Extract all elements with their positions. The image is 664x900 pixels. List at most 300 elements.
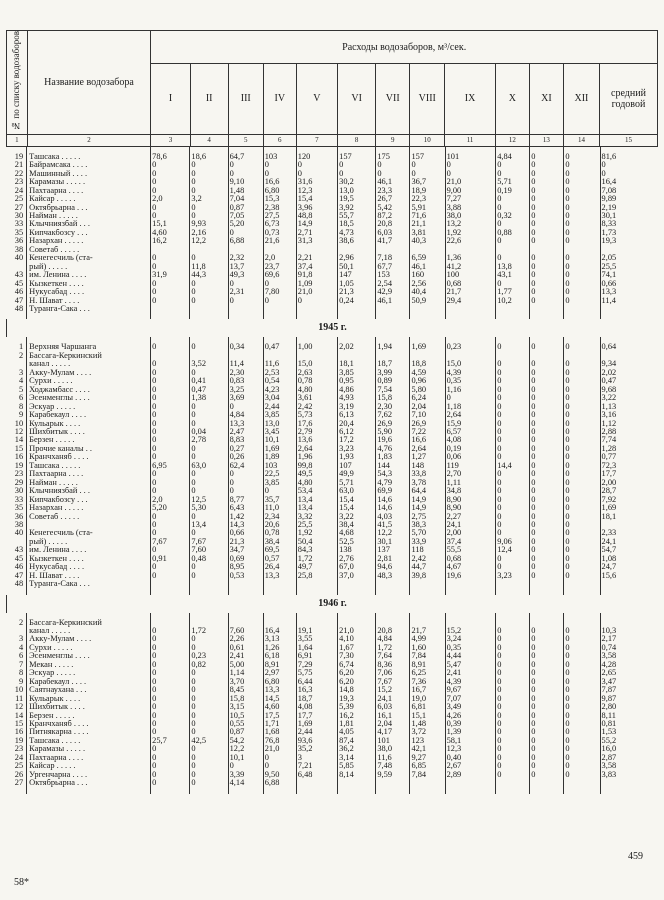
intake-name: Кульарык . . . . <box>27 695 151 703</box>
annual-value <box>600 779 658 787</box>
month-value: 20,6 <box>263 521 296 529</box>
month-value: 5,42 <box>376 204 410 212</box>
month-value: 6,80 <box>263 678 296 686</box>
month-value: 33,9 <box>410 538 445 546</box>
month-value <box>410 779 445 787</box>
month-value: 13,3 <box>263 686 296 694</box>
month-value: 0 <box>496 644 530 652</box>
intake-name: Акку-Мулам . . . . <box>27 635 151 643</box>
month-value: 147 <box>338 271 376 279</box>
table-row <box>6 246 658 254</box>
month-value: 0 <box>496 470 530 478</box>
month-value: 4,80 <box>296 479 337 487</box>
month-value: 7,07 <box>445 695 496 703</box>
month-value: 0 <box>530 661 564 669</box>
month-value: 0 <box>530 546 564 554</box>
month-value: 55,5 <box>445 546 496 554</box>
table-row <box>6 195 658 203</box>
month-value: 157 <box>338 153 376 161</box>
month-value: 41,7 <box>376 237 410 245</box>
month-value: 0 <box>445 394 496 402</box>
table-row <box>6 563 658 571</box>
annual-value: 1,28 <box>600 445 658 453</box>
table-row <box>6 555 658 563</box>
month-value: 2,75 <box>410 513 445 521</box>
month-value: 12,5 <box>190 496 228 504</box>
month-value: 0 <box>564 720 600 728</box>
table-body <box>6 147 658 794</box>
month-value: 46,1 <box>410 263 445 271</box>
month-value: 13,0 <box>263 420 296 428</box>
month-value: 8,36 <box>376 661 410 669</box>
row-number: 19 <box>14 736 24 745</box>
month-value: 0 <box>151 712 190 720</box>
intake-name: им. Ленина . . . . <box>27 271 151 279</box>
data-table <box>6 613 658 794</box>
month-value: 0 <box>564 487 600 495</box>
column-number: 9 <box>376 134 410 146</box>
month-value: 2,21 <box>296 254 337 262</box>
intake-name: Нукусабад . . . . <box>27 563 151 571</box>
column-number: 10 <box>410 134 445 146</box>
month-value: 0 <box>190 453 228 461</box>
annual-value: 28,7 <box>600 487 658 495</box>
month-value: 0 <box>564 428 600 436</box>
intake-name: Карамазы . . . . . <box>27 745 151 753</box>
intake-name: Кызкеткен . . . . <box>27 555 151 563</box>
month-value: 69,9 <box>376 487 410 495</box>
month-value <box>445 305 496 313</box>
table-row <box>6 754 658 762</box>
month-value <box>564 246 600 254</box>
intake-name: Сурхи . . . . . <box>27 377 151 385</box>
month-value: 0 <box>564 445 600 453</box>
month-value <box>564 779 600 787</box>
month-value: 13,0 <box>338 187 376 195</box>
month-value: 0,82 <box>190 661 228 669</box>
row-number: 35 <box>14 504 24 513</box>
table-row <box>6 403 658 411</box>
month-value: 103 <box>263 462 296 470</box>
month-value: 2,64 <box>296 445 337 453</box>
month-value: 0 <box>496 703 530 711</box>
row-number: 3 <box>18 635 24 644</box>
month-value: 8,91 <box>410 661 445 669</box>
month-value: 0 <box>530 170 564 178</box>
month-value: 0 <box>338 170 376 178</box>
month-value: 6,12 <box>338 428 376 436</box>
month-value: 0 <box>151 703 190 711</box>
column-number: 14 <box>563 134 599 146</box>
month-value: 94,6 <box>376 563 410 571</box>
month-value: 17,5 <box>263 712 296 720</box>
month-value: 49,5 <box>296 470 337 478</box>
month-value: 3,23 <box>338 445 376 453</box>
annual-value: 54,7 <box>600 546 658 554</box>
month-value: 0 <box>496 728 530 736</box>
intake-name: Кенегесчиль (ста- <box>27 254 151 262</box>
row-number: 33 <box>14 495 24 504</box>
annual-value: 2,80 <box>600 703 658 711</box>
month-header: XII <box>563 64 599 135</box>
month-value <box>410 246 445 254</box>
month-value: 0 <box>151 635 190 643</box>
month-value: 24,1 <box>376 695 410 703</box>
annual-value: 2,65 <box>600 669 658 677</box>
month-value: 5,90 <box>376 428 410 436</box>
month-value: 7,10 <box>410 411 445 419</box>
month-value <box>445 352 496 360</box>
table-row <box>6 479 658 487</box>
month-value <box>151 580 190 588</box>
month-value: 100 <box>445 271 496 279</box>
month-value: 0 <box>228 403 263 411</box>
month-header: X <box>495 64 529 135</box>
month-value: 6,91 <box>296 652 337 660</box>
month-value: 6,44 <box>296 678 337 686</box>
row-number: 45 <box>14 554 24 563</box>
row-number: 26 <box>14 770 24 779</box>
annual-value: 81,6 <box>600 153 658 161</box>
month-value: 0 <box>151 178 190 186</box>
intake-name: канал . . . . . <box>27 627 151 635</box>
month-value: 138 <box>338 546 376 554</box>
month-value: 137 <box>376 546 410 554</box>
month-value: 0 <box>530 712 564 720</box>
annual-value: 13,3 <box>600 288 658 296</box>
month-value: 0 <box>564 661 600 669</box>
month-value: 0 <box>496 377 530 385</box>
month-value <box>190 305 228 313</box>
month-value: 2,34 <box>263 513 296 521</box>
table-row <box>6 305 658 313</box>
column-number: 12 <box>495 134 529 146</box>
group-title: Расходы водозаборов, м³/сек. <box>151 31 658 64</box>
month-value: 7,80 <box>263 288 296 296</box>
row-number: 9 <box>18 411 24 420</box>
table-row <box>6 720 658 728</box>
month-value: 0 <box>228 487 263 495</box>
month-value: 52,5 <box>338 538 376 546</box>
month-value: 9,06 <box>496 538 530 546</box>
month-value: 6,48 <box>296 771 337 779</box>
month-value: 24,1 <box>445 521 496 529</box>
month-value: 18,6 <box>190 153 228 161</box>
month-value: 3,96 <box>296 204 337 212</box>
month-value: 26,9 <box>410 420 445 428</box>
month-value: 0 <box>564 737 600 745</box>
annual-value: 2,00 <box>600 479 658 487</box>
month-value: 54,2 <box>228 737 263 745</box>
month-value: 0,83 <box>228 377 263 385</box>
month-value: 0 <box>496 394 530 402</box>
month-value: 0 <box>530 695 564 703</box>
month-value: 36,2 <box>338 745 376 753</box>
month-value: 2,0 <box>263 254 296 262</box>
month-value: 13,3 <box>263 572 296 580</box>
table-row <box>6 521 658 529</box>
month-value: 0,35 <box>445 377 496 385</box>
annual-value: 1,08 <box>600 555 658 563</box>
month-value: 16,7 <box>410 686 445 694</box>
month-value: 44,3 <box>190 271 228 279</box>
month-value: 78,6 <box>151 153 190 161</box>
month-value: 49,7 <box>296 563 337 571</box>
month-value: 0 <box>190 695 228 703</box>
month-value: 0 <box>530 369 564 377</box>
month-value: 3,72 <box>410 728 445 736</box>
month-value: 0 <box>151 411 190 419</box>
month-value: 0 <box>564 521 600 529</box>
table-row <box>6 428 658 436</box>
month-value: 0 <box>564 343 600 351</box>
month-value: 0 <box>151 394 190 402</box>
month-value: 2,96 <box>338 254 376 262</box>
row-number: 14 <box>14 711 24 720</box>
month-value: 27,5 <box>263 212 296 220</box>
month-value: 10,1 <box>228 754 263 762</box>
month-value: 15,3 <box>263 195 296 203</box>
month-value: 0 <box>190 420 228 428</box>
month-value <box>338 246 376 254</box>
month-value: 63,0 <box>190 462 228 470</box>
month-value: 0 <box>496 737 530 745</box>
month-value: 0 <box>564 297 600 305</box>
month-value <box>338 580 376 588</box>
month-value: 0 <box>564 546 600 554</box>
month-value: 0,41 <box>190 377 228 385</box>
month-value: 3,13 <box>263 635 296 643</box>
month-value: 0 <box>564 229 600 237</box>
annual-value: 0 <box>600 170 658 178</box>
month-value: 7,18 <box>376 254 410 262</box>
month-value: 15,0 <box>296 360 337 368</box>
row-number: 35 <box>14 228 24 237</box>
month-value: 13,3 <box>228 420 263 428</box>
row-number: 46 <box>14 563 24 572</box>
month-value: 0 <box>564 453 600 461</box>
month-value <box>376 619 410 627</box>
month-value: 17,6 <box>296 420 337 428</box>
month-value <box>228 619 263 627</box>
month-value: 0 <box>564 204 600 212</box>
month-value: 0 <box>496 161 530 169</box>
month-value: 50,9 <box>410 297 445 305</box>
month-value <box>410 305 445 313</box>
column-number: 2 <box>27 134 151 146</box>
month-value: 2,04 <box>410 403 445 411</box>
month-value: 0 <box>564 377 600 385</box>
table-row <box>6 686 658 694</box>
month-value: 0 <box>263 762 296 770</box>
month-value: 0 <box>190 297 228 305</box>
intake-name: Берзен . . . . . <box>27 712 151 720</box>
annual-value: 2,33 <box>600 529 658 537</box>
month-value: 18,9 <box>410 187 445 195</box>
month-value: 16,3 <box>296 686 337 694</box>
row-number <box>6 360 27 368</box>
month-value: 15,4 <box>296 195 337 203</box>
month-value: 6,25 <box>410 669 445 677</box>
month-value: 0 <box>190 644 228 652</box>
month-value: 0 <box>228 280 263 288</box>
month-value: 0 <box>496 555 530 563</box>
month-value: 62,4 <box>228 462 263 470</box>
month-value: 18,5 <box>338 220 376 228</box>
month-value: 33,8 <box>410 470 445 478</box>
month-value: 39,8 <box>410 572 445 580</box>
annual-value: 8,11 <box>600 712 658 720</box>
month-value: 13,2 <box>445 220 496 228</box>
month-value: 0 <box>530 377 564 385</box>
month-value <box>410 352 445 360</box>
month-value: 0 <box>190 572 228 580</box>
month-value: 18,7 <box>376 360 410 368</box>
month-value: 7,67 <box>151 538 190 546</box>
month-value: 118 <box>410 546 445 554</box>
month-value: 2,78 <box>190 436 228 444</box>
month-value: 11,4 <box>228 360 263 368</box>
month-value: 0 <box>190 187 228 195</box>
row-number: 6 <box>18 394 24 403</box>
month-value: 0 <box>496 403 530 411</box>
annual-value: 19,3 <box>600 237 658 245</box>
table-row <box>6 546 658 554</box>
month-value: 0 <box>190 669 228 677</box>
month-value: 31,9 <box>151 271 190 279</box>
month-value: 6,74 <box>338 661 376 669</box>
intake-name: Пахтаарна . . . . <box>27 754 151 762</box>
annual-value: 0,66 <box>600 280 658 288</box>
month-value: 4,99 <box>410 635 445 643</box>
month-value: 0 <box>151 280 190 288</box>
annual-value <box>600 580 658 588</box>
month-value <box>296 305 337 313</box>
month-value: 38,0 <box>445 212 496 220</box>
row-number: 23 <box>14 745 24 754</box>
month-value: 41,5 <box>376 521 410 529</box>
table-row <box>6 652 658 660</box>
month-value: 1,69 <box>263 445 296 453</box>
row-number: 9 <box>18 677 24 686</box>
intake-name: рый) . . . . . <box>27 263 151 271</box>
month-value: 5,75 <box>296 669 337 677</box>
row-number: 21 <box>14 161 24 170</box>
page-number: 459 <box>628 851 643 862</box>
month-value: 0 <box>530 229 564 237</box>
month-value: 91,8 <box>296 271 337 279</box>
table-row <box>6 204 658 212</box>
month-value: 0 <box>564 555 600 563</box>
month-value: 2,63 <box>296 369 337 377</box>
month-value: 0 <box>190 411 228 419</box>
row-number <box>6 263 27 271</box>
month-value: 16,2 <box>151 237 190 245</box>
month-value: 0 <box>496 369 530 377</box>
month-value: 4,17 <box>376 728 410 736</box>
month-value: 0 <box>530 462 564 470</box>
month-value: 1,64 <box>296 644 337 652</box>
intake-name: Пахтаарна . . . . <box>27 470 151 478</box>
intake-name: Берзен . . . . . <box>27 436 151 444</box>
month-value <box>228 246 263 254</box>
month-value: 0 <box>151 513 190 521</box>
month-header: XI <box>529 64 563 135</box>
month-value: 0 <box>496 661 530 669</box>
month-value: 2,71 <box>296 229 337 237</box>
annual-value: 2,17 <box>600 635 658 643</box>
month-value: 2,53 <box>263 369 296 377</box>
month-value: 0 <box>530 470 564 478</box>
table-row <box>6 280 658 288</box>
month-value: 14,9 <box>410 496 445 504</box>
month-value: 0,19 <box>496 187 530 195</box>
month-value: 0 <box>564 195 600 203</box>
month-value <box>564 619 600 627</box>
month-value: 35,7 <box>263 496 296 504</box>
month-value: 0 <box>564 263 600 271</box>
month-value: 0 <box>151 187 190 195</box>
month-value: 0 <box>530 195 564 203</box>
row-number: 10 <box>14 419 24 428</box>
month-value <box>296 779 337 787</box>
month-value: 0 <box>564 504 600 512</box>
row-number: 27 <box>14 203 24 212</box>
row-number: 48 <box>14 580 24 589</box>
month-value: 0 <box>151 403 190 411</box>
month-value: 0 <box>496 237 530 245</box>
month-header: I <box>151 64 190 135</box>
month-value <box>530 619 564 627</box>
month-value: 1,68 <box>263 728 296 736</box>
month-value: 0 <box>564 420 600 428</box>
month-value: 0 <box>564 563 600 571</box>
month-value: 4,86 <box>338 386 376 394</box>
month-value: 50,1 <box>338 263 376 271</box>
month-value <box>263 619 296 627</box>
month-value: 49,9 <box>338 470 376 478</box>
month-value: 5,20 <box>228 220 263 228</box>
month-value: 1,81 <box>338 720 376 728</box>
annual-value: 3,16 <box>600 411 658 419</box>
month-value: 0 <box>410 170 445 178</box>
month-value: 4,05 <box>338 728 376 736</box>
month-value: 0 <box>564 462 600 470</box>
month-value: 69,5 <box>263 546 296 554</box>
month-value: 34,8 <box>445 487 496 495</box>
month-value: 87,4 <box>338 737 376 745</box>
month-value: 0,66 <box>228 529 263 537</box>
month-value: 26,4 <box>263 563 296 571</box>
table-row <box>6 153 658 161</box>
month-value <box>228 352 263 360</box>
table-row <box>6 712 658 720</box>
month-value: 4,44 <box>445 652 496 660</box>
month-value: 0 <box>564 745 600 753</box>
month-value: 4,39 <box>445 369 496 377</box>
month-value: 63,0 <box>338 487 376 495</box>
month-value: 13,7 <box>228 263 263 271</box>
month-value: 35,2 <box>296 745 337 753</box>
month-value: 0 <box>496 386 530 394</box>
month-value: 0 <box>151 695 190 703</box>
month-value: 0 <box>496 436 530 444</box>
month-value: 9,93 <box>190 220 228 228</box>
month-value: 4,08 <box>296 703 337 711</box>
month-value: 0 <box>564 220 600 228</box>
month-value: 0,91 <box>151 555 190 563</box>
month-value: 123 <box>410 737 445 745</box>
